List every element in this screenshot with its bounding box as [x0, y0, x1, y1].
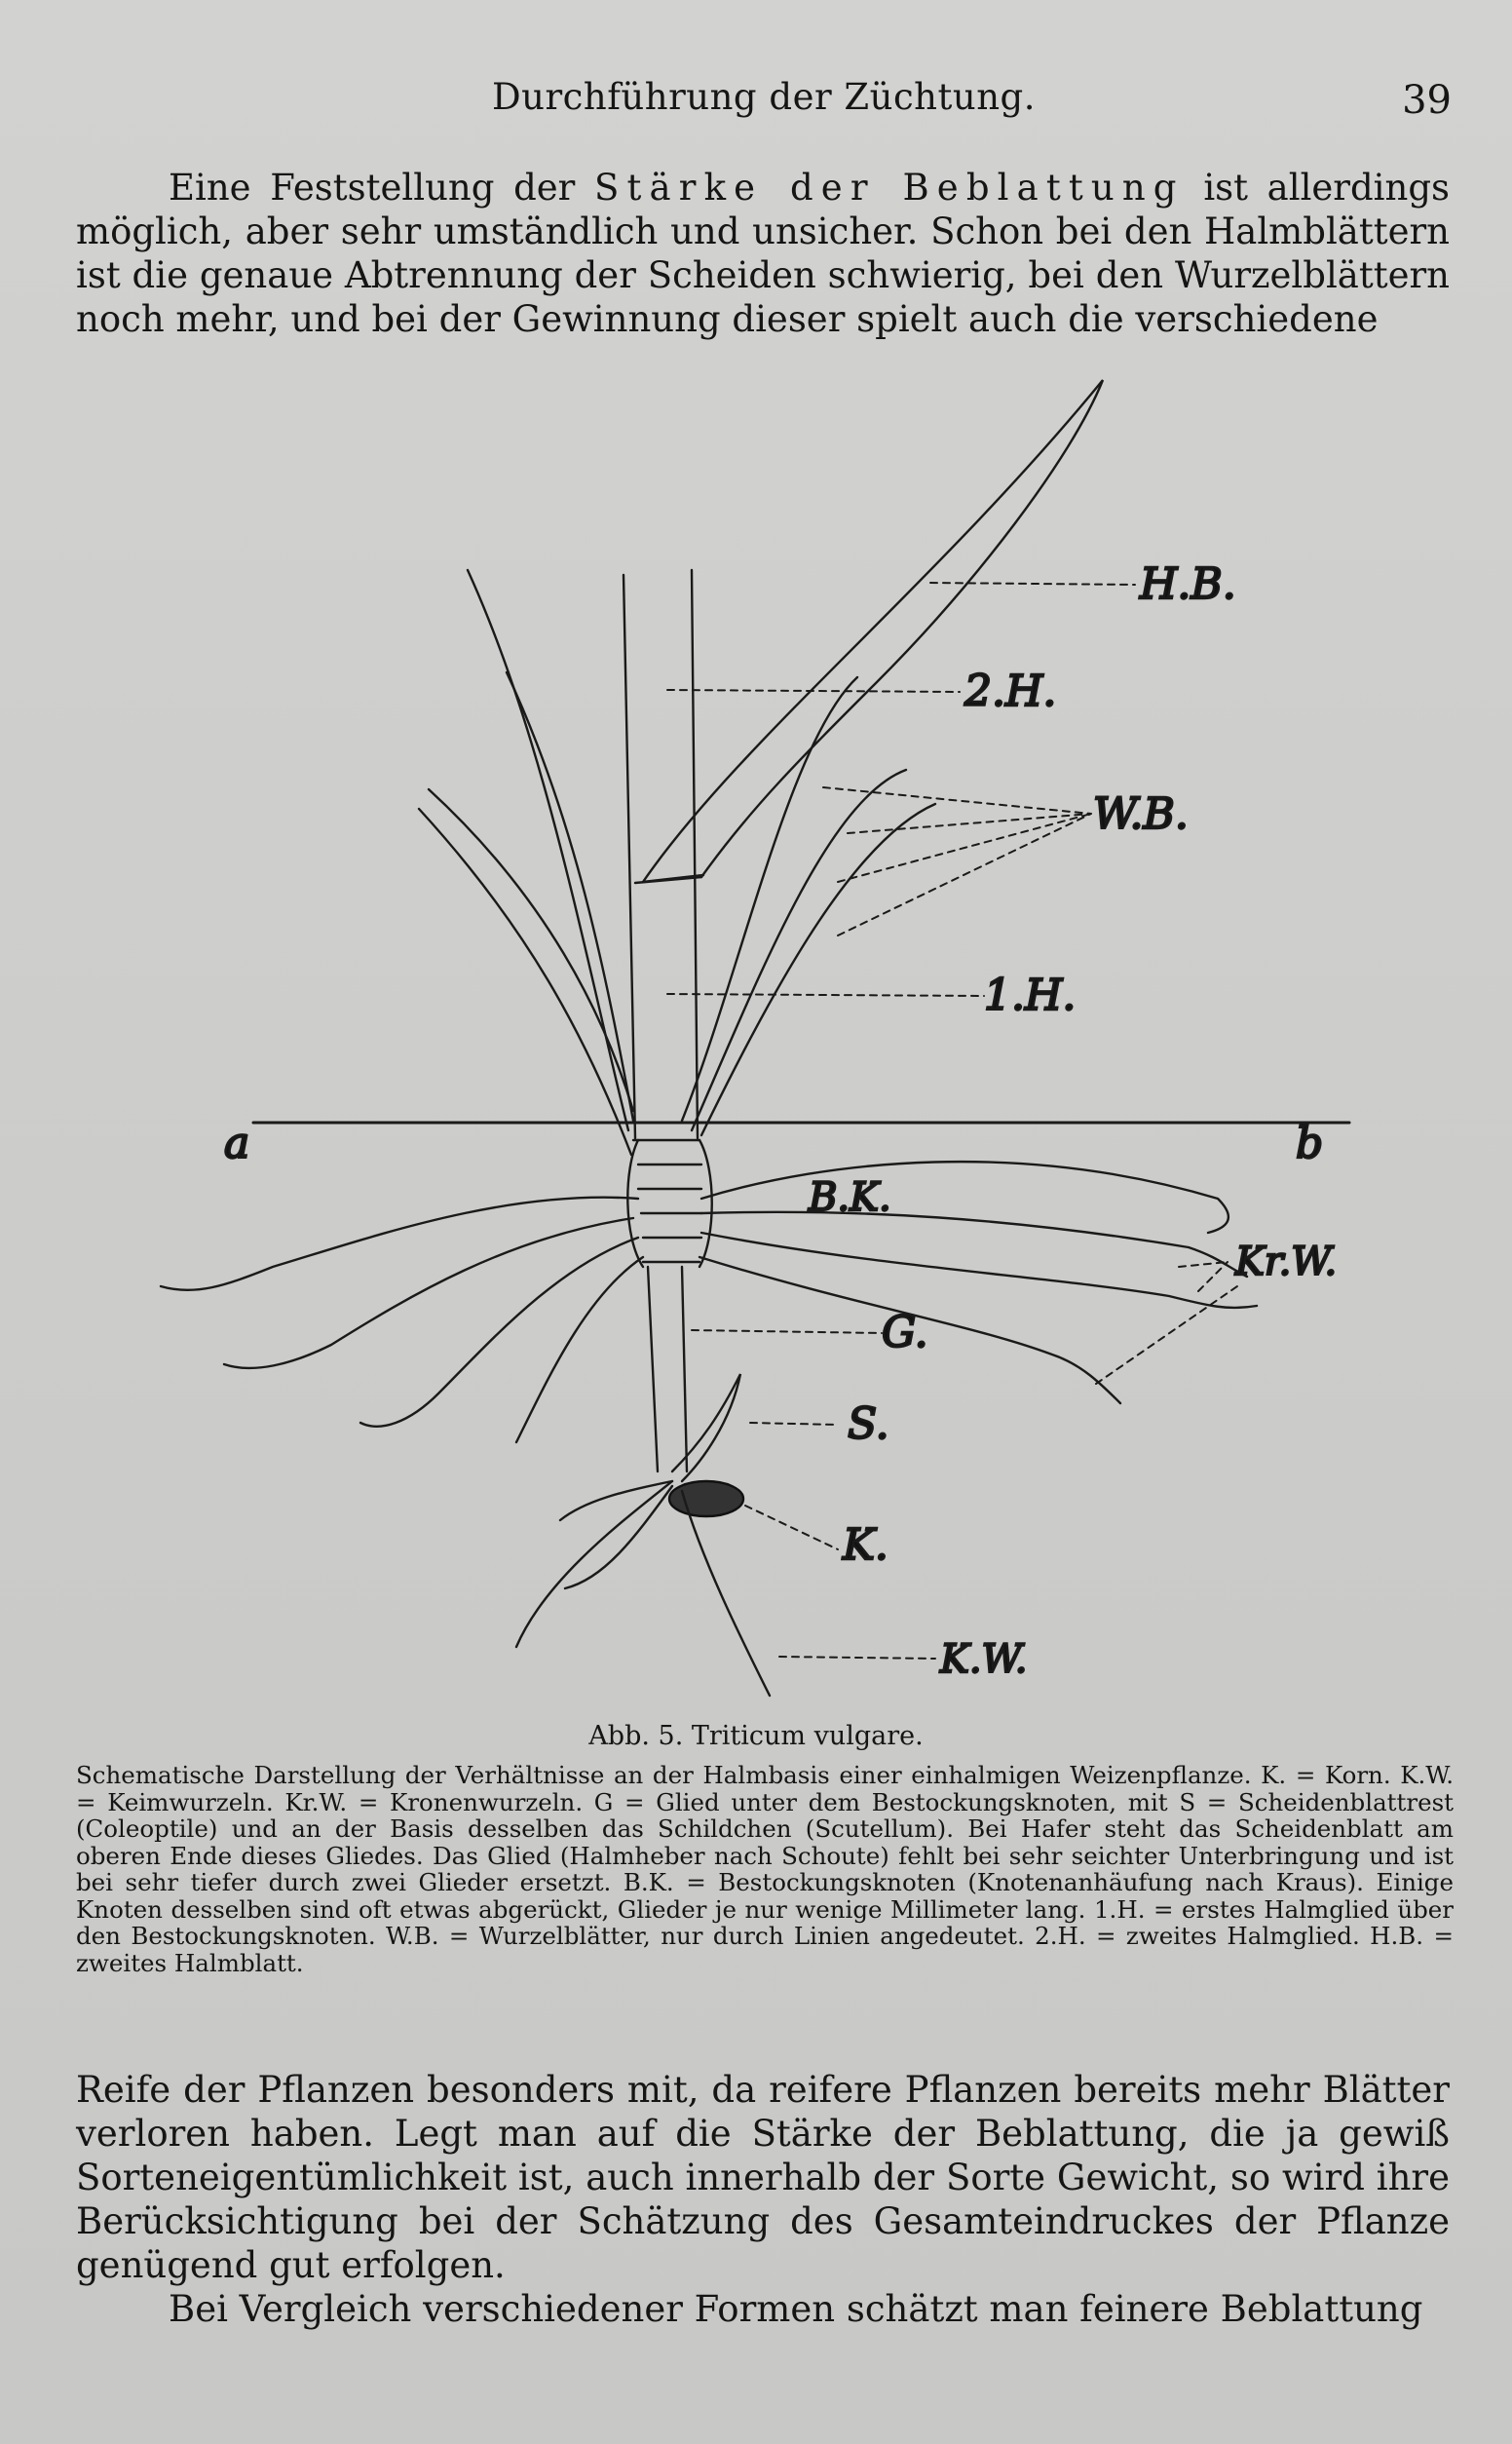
- figure-caption-body: [76, 1762, 1454, 1976]
- figure-caption-title: Abb. 5. Triticum vulgare.: [588, 1721, 924, 1751]
- label-k: K.: [843, 1520, 888, 1570]
- page-header: [78, 76, 1452, 125]
- top-text-part2: ist allerdings möglich, aber sehr umständlich und unsicher. Schon bei den Halmblättern ist die genaue Abtrennung der Scheiden schwierig, bei den Wurzelblättern noch mehr, und bei der Gewinnung dieser spielt auch die verschiedene: [76, 167, 1451, 340]
- bottom-text: [76, 2068, 1450, 2331]
- bottom-paragraph-2: Bei Vergleich verschiedener Formen schätzt man feinere Beblattung: [169, 2288, 1423, 2330]
- top-paragraph: [76, 166, 1450, 341]
- caption-text: Schematische Darstellung der Verhältnisse an der Halmbasis einer einhalmigen Weizenpflanze. K. = Korn. K.W. = Keimwurzeln. Kr.W. = Kronenwurzeln. G = Glied unter dem Bestockungsknoten, mit S = Scheidenblattrest (Coleoptile) und an der Basis desselben das Schildchen (Scutellum). Bei Hafer steht das Scheidenblatt am oberen Ende dieses Gliedes. Das Glied (Halmheber nach Schoute) fehlt bei sehr seichter Unterbringung und ist bei sehr tiefer durch zwei Glieder ersetzt. B.K. = Bestockungsknoten (Knotenanhäufung nach Kraus). Einige Knoten desselben sind oft etwas abgerückt, Glieder je nur wenige Millimeter lang. 1.H. = erstes Halmglied über den Bestockungsknoten. W.B. = Wurzelblätter, nur durch Linien angedeutet. 2.H. = zweites Halmglied. H.B. = zweites Halmblatt.: [76, 1761, 1454, 1977]
- label-g: G.: [882, 1308, 928, 1357]
- label-krw: Kr.W.: [1235, 1240, 1338, 1284]
- label-kw: K.W.: [940, 1637, 1028, 1682]
- label-a: a: [224, 1119, 250, 1168]
- label-hb: H.B.: [1140, 559, 1236, 609]
- label-s: S.: [848, 1399, 889, 1449]
- label-2h: 2.H.: [964, 667, 1057, 716]
- bottom-paragraph-1: Reife der Pflanzen besonders mit, da reifere Pflanzen bereits mehr Blätter verloren haben. Legt man auf die Stärke der Beblattung, die ja gewiß Sorteneigentümlichkeit ist, auch innerhalb der Sorte Gewicht, so wird ihre Berücksichtigung bei der Schätzung des Gesamteindruckes der Pflanze genügend gut erfolgen.: [76, 2069, 1450, 2286]
- label-b: b: [1296, 1119, 1324, 1168]
- wheat-plant-diagram: [0, 351, 1512, 1715]
- top-text-spaced: Stärke der Beblattung: [594, 167, 1185, 209]
- label-bk: B.K.: [809, 1175, 891, 1220]
- running-head: Durchführung der Züchtung.: [492, 76, 1036, 118]
- label-wb: W.B.: [1093, 789, 1189, 839]
- top-text-part1: Eine Feststellung der: [169, 167, 576, 209]
- label-1h: 1.H.: [984, 971, 1077, 1020]
- page-number: 39: [1402, 78, 1452, 123]
- pointer-lines: [667, 583, 1237, 1659]
